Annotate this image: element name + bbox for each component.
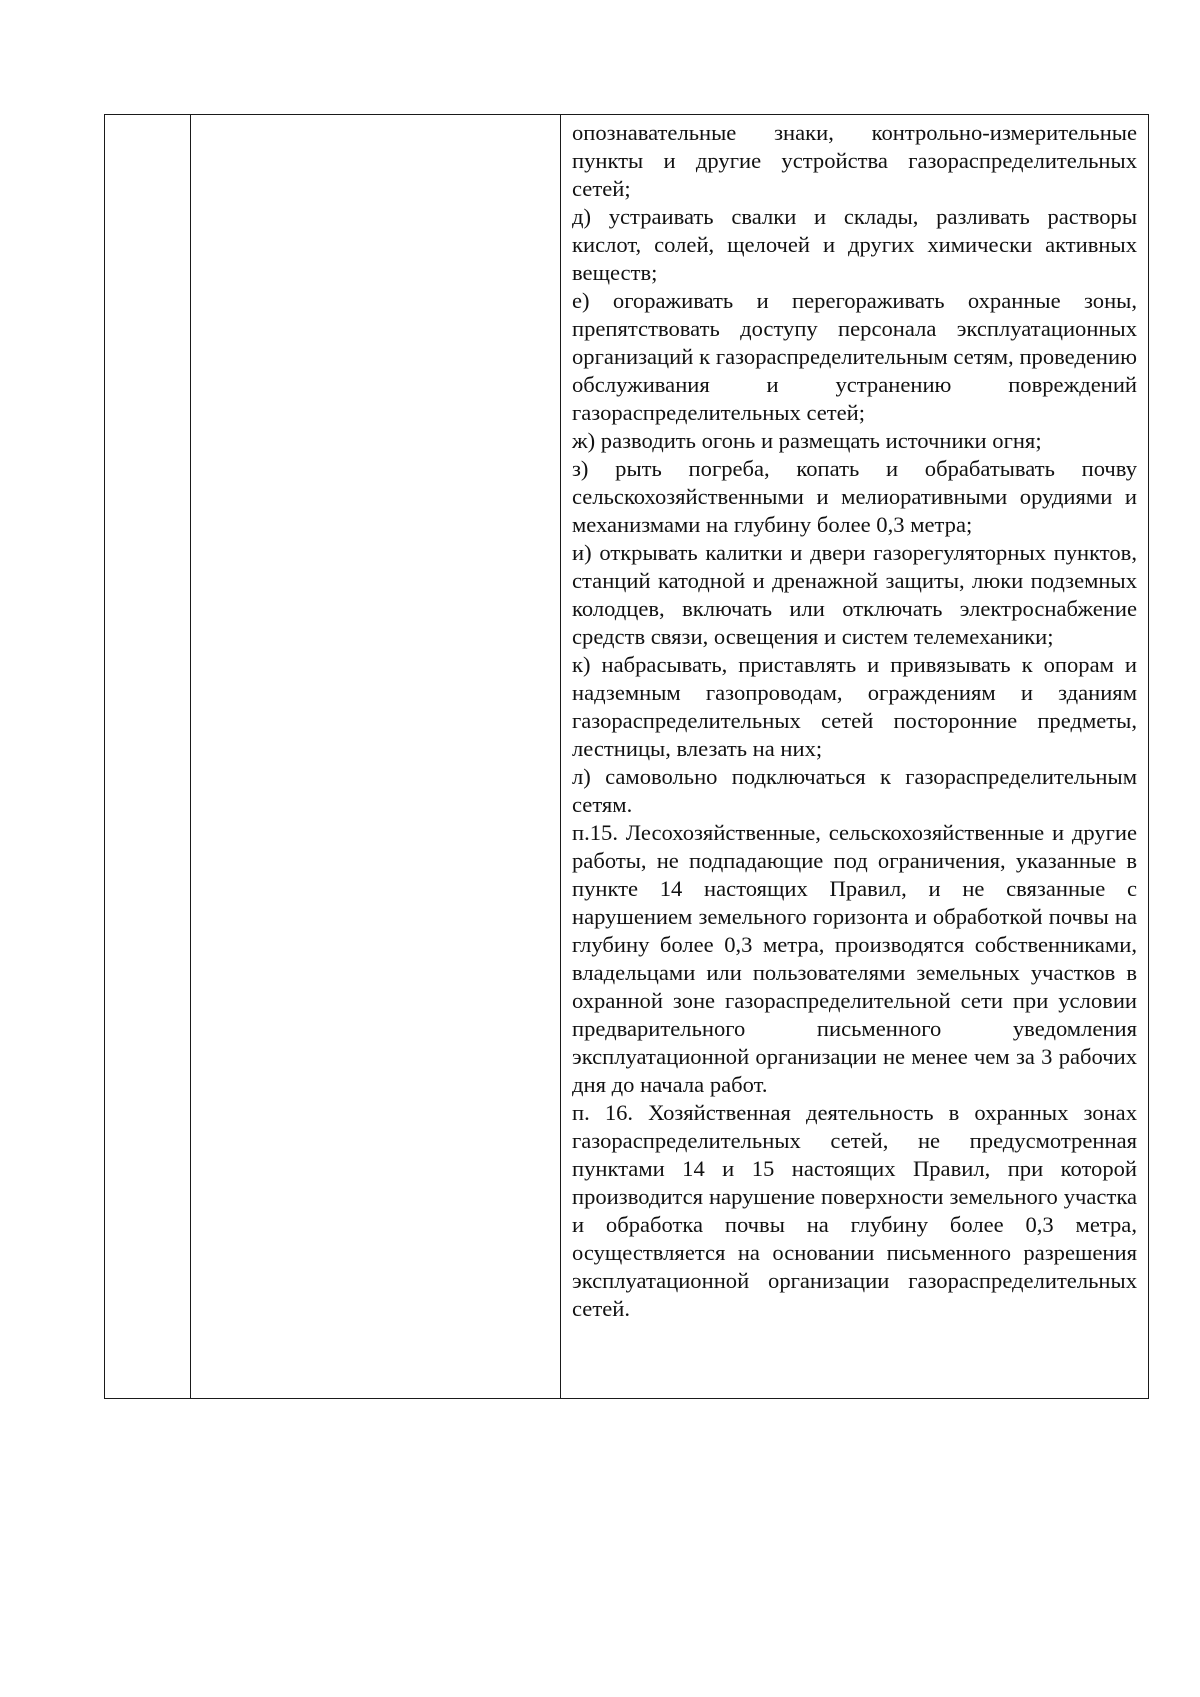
table-cell-subject	[191, 115, 561, 1398]
table-cell-content	[561, 115, 1148, 1398]
paragraph-identification-signs: опознавательные знаки, контрольно-измерительные пункты и другие устройства газораспределительных сетей;	[572, 120, 1137, 201]
paragraph-item-z: з) рыть погреба, копать и обрабатывать почву сельскохозяйственными и мелиоративными орудиями и механизмами на глубину более 0,3 метра;	[572, 456, 1137, 537]
paragraph-item-d: д) устраивать свалки и склады, разливать растворы кислот, солей, щелочей и других химически активных веществ;	[572, 204, 1137, 285]
paragraph-item-l: л) самовольно подключаться к газораспределительным сетям.	[572, 764, 1137, 817]
paragraph-item-zh: ж) разводить огонь и размещать источники огня;	[572, 428, 1042, 453]
paragraph-item-i: и) открывать калитки и двери газорегуляторных пунктов, станций катодной и дренажной защиты, люки подземных колодцев, включать или отключать электроснабжение средств связи, освещения и систем телемеханики;	[572, 540, 1137, 649]
table-cell-number	[105, 115, 191, 1398]
paragraph-clause-16: п. 16. Хозяйственная деятельность в охранных зонах газораспределительных сетей, не предусмотренная пунктами 14 и 15 настоящих Правил, при которой производится нарушение поверхности земельного участка и обработка почвы на глубину более 0,3 метра, осуществляется на основании письменного разрешения эксплуатационной организации газораспределительных сетей.	[572, 1100, 1137, 1321]
paragraph-clause-15: п.15. Лесохозяйственные, сельскохозяйственные и другие работы, не подпадающие под ограничения, указанные в пункте 14 настоящих Правил, и не связанные с нарушением земельного горизонта и обработкой почвы на глубину более 0,3 метра, производятся собственниками, владельцами или пользователями земельных участков в охранной зоне газораспределительной сети при условии предварительного письменного уведомления эксплуатационной организации не менее чем за 3 рабочих дня до начала работ.	[572, 820, 1137, 1097]
paragraph-item-k: к) набрасывать, приставлять и привязывать к опорам и надземным газопроводам, ограждениям и зданиям газораспределительных сетей посторонние предметы, лестницы, влезать на них;	[572, 652, 1137, 761]
document-table	[104, 114, 1149, 1399]
paragraph-item-e: е) огораживать и перегораживать охранные зоны, препятствовать доступу персонала эксплуатационных организаций к газораспределительным сетям, проведению обслуживания и устранению повреждений газораспределительных сетей;	[572, 288, 1137, 425]
